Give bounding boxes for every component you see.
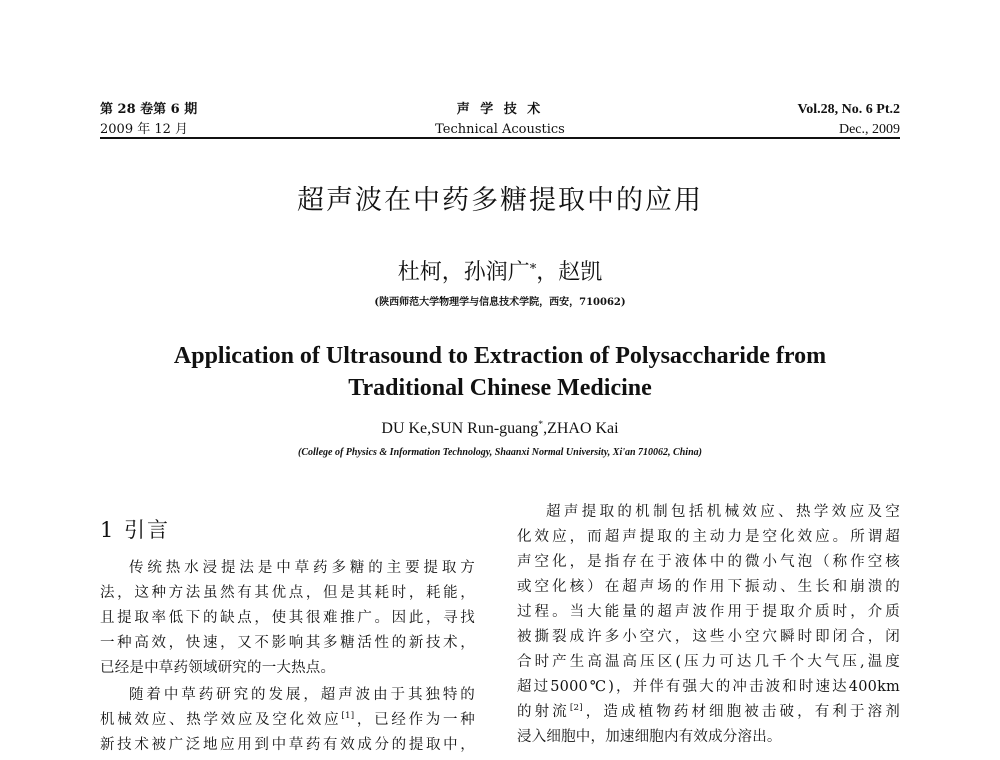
text-segment: ，造成植物药材细胞被击破，有利于溶剂 [582,704,900,720]
text-line-with-citation [100,708,475,733]
authors-cn-part2: ，赵凯 [536,260,603,285]
header-rule [100,137,900,139]
text-line: 新技术被广泛地应用到中草药有效成分的提取中， [100,737,475,753]
right-paragraph [517,500,900,750]
text-line: 合时产生高温高压区(压力可达几千个大气压,温度 [517,654,900,670]
date-en: Dec., 2009 [838,122,900,137]
text-line: 一种高效，快速，又不影响其多糖活性的新技术， [100,635,475,651]
citation-ref-2[interactable]: [2] [569,703,583,713]
text-line-with-citation [517,700,900,725]
text-segment: 的射流 [517,704,570,720]
date-cn: 2009 年 12 月 [100,122,189,137]
volume-issue-cn: 第 28 卷第 6 期 [100,102,198,117]
text-line: 法，这种方法虽然有其优点，但是其耗时，耗能， [100,585,475,601]
text-line: 超声提取的机制包括机械效应、热学效应及空 [546,504,900,520]
text-segment: ，已经作为一种 [354,712,475,728]
volume-issue-en: Vol.28, No. 6 Pt.2 [797,102,900,117]
text-line: 随着中草药研究的发展，超声波由于其独特的 [129,687,475,703]
title-en [0,340,1000,404]
text-line: 化效应，而超声提取的主动力是空化效应。所谓超 [517,529,900,545]
affiliation-en: (College of Physics & Information Technology, Shaanxi Normal University, Xi'an 710062, China) [298,447,702,458]
text-line: 声空化，是指存在于液体中的微小气泡（称作空核 [517,554,900,570]
text-line: 或空化核）在超声场的作用下振动、生长和崩溃的 [517,579,900,595]
authors-en-part2: ,ZHAO Kai [543,420,619,437]
text-line: 已经是中草药领域研究的一大热点。 [100,660,336,676]
citation-ref-1[interactable]: [1] [341,711,355,721]
left-paragraph-1 [100,556,475,681]
authors-cn [0,255,1000,286]
text-line: 被撕裂成许多小空穴，这些小空穴瞬时即闭合，闭 [517,629,900,645]
title-en-line2: Traditional Chinese Medicine [348,375,652,401]
title-cn: 超声波在中药多糖提取中的应用 [297,185,703,216]
journal-name-en: Technical Acoustics [435,122,565,137]
title-en-line1: Application of Ultrasound to Extraction of Polysaccharide from [173,343,827,369]
section-heading: 1 引言 [100,518,171,542]
text-segment: 机械效应、热学效应及空化效应 [100,712,342,728]
text-line: 传统热水浸提法是中草药多糖的主要提取方 [129,560,475,576]
authors-en-part1: DU Ke,SUN Run-guang [381,420,539,437]
text-line: 浸入细胞中，加速细胞内有效成分溶出。 [517,729,782,745]
corresponding-author-mark-en: * [538,419,544,430]
left-paragraph-2 [100,683,475,758]
text-line: 且提取率低下的缺点，使其很难推广。因此，寻找 [100,610,475,626]
corresponding-author-mark: * [529,262,537,277]
authors-cn-part1: 杜柯，孙润广 [397,260,530,285]
affiliation-cn: (陕西师范大学物理学与信息技术学院，西安，710062) [374,297,626,308]
text-line: 过程。当大能量的超声波作用于提取介质时，介质 [517,604,900,620]
journal-name-cn: 声 学 技 术 [456,102,544,117]
authors-en [0,420,1000,438]
text-line: 超过5000℃)，并伴有强大的冲击波和时速达400km [517,679,900,695]
